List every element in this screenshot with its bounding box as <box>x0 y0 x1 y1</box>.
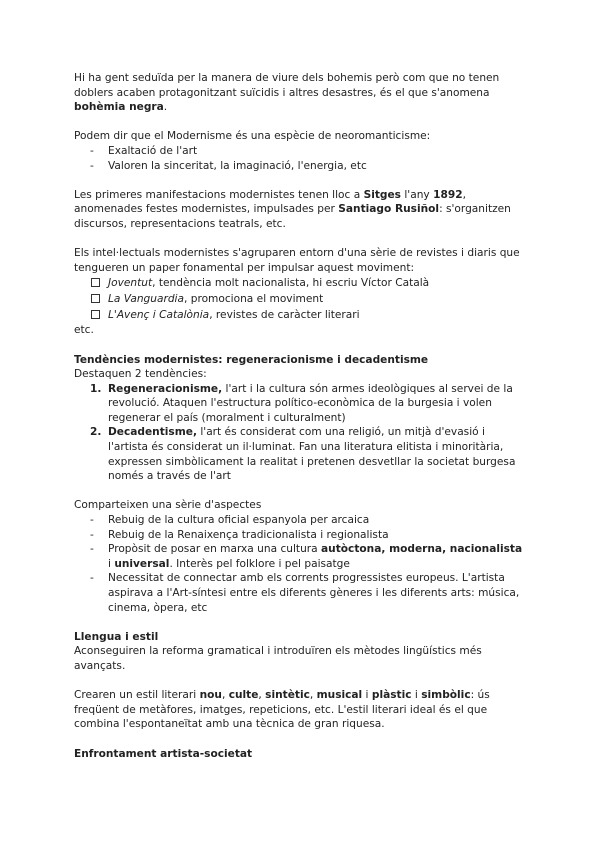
section-heading-llengua: Llengua i estil <box>74 630 159 643</box>
text: , <box>221 689 229 702</box>
text: Les primeres manifestacions modernistes tenen lloc a <box>74 188 364 201</box>
text: Hi ha gent seduïda per la manera de viure dels bohemis però com que no tenen doblers acaben protagonitzant suïcidis i altres desastres, és el que s'anomena <box>74 72 500 99</box>
text: Crearen un estil literari <box>74 689 200 702</box>
bold-term-year: 1892 <box>433 188 463 201</box>
checkbox-icon[interactable] <box>91 310 100 319</box>
revista-description: , revistes de caràcter literari <box>209 309 360 322</box>
list-item-text: Valoren la sinceritat, la imaginació, l'energia, etc <box>108 159 367 172</box>
item-text: l'art i la cultura són armes ideològiques al servei de la revolució. Ataquen l'estructura político-econòmica de la burgesia i volen regenerar el país (moralment i culturalment) <box>108 382 513 424</box>
list-item-text: Rebuig de la cultura oficial espanyola per arcaica <box>108 514 370 527</box>
paragraph-reforma: Aconseguiren la reforma gramatical i introduïren els mètodes lingüístics més avançats. <box>74 645 482 672</box>
dash-bullet: - <box>90 528 94 541</box>
checkbox-icon[interactable] <box>91 294 100 303</box>
bold-term: nou <box>199 689 222 702</box>
dash-bullet: - <box>90 572 94 585</box>
checklist-item <box>74 307 524 323</box>
checkbox-icon[interactable] <box>91 278 100 287</box>
bold-term: Decadentisme, <box>108 426 197 439</box>
text: Propòsit de posar en marxa una cultura <box>108 543 322 556</box>
bold-term: sintètic <box>265 689 310 702</box>
bold-term: simbòlic <box>421 689 471 702</box>
paragraph-neoromanticisme: Podem dir que el Modernisme és una espècie de neoromanticisme: <box>74 130 431 143</box>
dash-bullet: - <box>90 144 94 157</box>
aspectes-intro: Comparteixen una sèrie d'aspectes <box>74 499 262 512</box>
revista-description: , promociona el moviment <box>183 293 324 306</box>
revista-description: , tendència molt nacionalista, hi escriu Víctor Català <box>152 277 430 290</box>
list-item-text: Necessitat de connectar amb els corrents progressistes europeus. L'artista aspirava a l'Art-síntesi entre els diferents gèneres i les diferents arts: música, cinema, òpera, etc <box>108 572 520 614</box>
aspectes-list <box>74 513 524 615</box>
paragraph-bohemia <box>74 71 524 115</box>
list-item-text: Exaltació de l'art <box>108 144 198 157</box>
list-item <box>74 542 524 571</box>
paragraph-sitges <box>74 188 524 232</box>
tendencies-intro: Destaquen 2 tendències: <box>74 368 207 381</box>
bold-term: plàstic <box>371 689 412 702</box>
text: . <box>163 101 168 114</box>
paragraph-revistes: Els intel·lectuals modernistes s'agruparen entorn d'una sèrie de revistes i diaris que tengueren un paper fonamental per impulsar aquest moviment: <box>74 247 520 274</box>
paragraph-estil <box>74 688 524 732</box>
text: i <box>411 689 422 702</box>
text: i <box>362 689 372 702</box>
bold-term: universal <box>114 557 170 570</box>
numbered-item <box>74 382 524 426</box>
text: . Interès pel folklore i pel paisatge <box>169 557 350 570</box>
text: , anomenades festes modernistes, impulsades per <box>74 188 466 216</box>
list-item <box>74 513 524 528</box>
bold-term-sitges: Sitges <box>363 188 401 201</box>
revista-title: La Vanguardia <box>108 293 184 306</box>
bold-term-rusinol: Santiago Rusiñol <box>338 203 440 216</box>
list-item <box>74 159 524 174</box>
list-item <box>74 144 524 159</box>
checklist-item <box>74 275 524 291</box>
list-item <box>74 528 524 543</box>
item-number: 2. <box>90 426 102 439</box>
bold-term: musical <box>316 689 363 702</box>
bold-term-bohemia-negra: bohèmia negra <box>74 101 164 114</box>
section-heading-enfrontament: Enfrontament artista-societat <box>74 747 253 760</box>
text: i <box>108 557 115 570</box>
dash-bullet: - <box>90 543 94 556</box>
list-item <box>74 571 524 615</box>
list-item-text: Rebuig de la Renaixença tradicionalista i regionalista <box>108 528 389 541</box>
text: : s'organitzen discursos, representacions teatrals, etc. <box>74 203 511 230</box>
text: , <box>309 689 317 702</box>
etc-text: etc. <box>74 324 94 337</box>
item-text: l'art és considerat com una religió, un mitjà d'evasió i l'artista és considerat un il·luminat. Fan una literatura elitista i minoritària, expressen simbòlicament la realitat i pretenen desvetllar la societat burgesa només a través de l'art <box>108 426 516 483</box>
text: l'any <box>401 188 434 201</box>
item-number: 1. <box>90 382 102 395</box>
bold-term: Regeneracionisme, <box>108 382 223 395</box>
revista-title: Joventut <box>108 277 153 290</box>
revista-title: L'Avenç i Catalònia <box>108 309 210 322</box>
numbered-item <box>74 425 524 483</box>
section-heading-tendencies: Tendències modernistes: regeneracionisme i decadentisme <box>74 353 429 366</box>
dash-bullet: - <box>90 159 94 172</box>
bold-term: autòctona, moderna, nacionalista <box>321 543 523 556</box>
dash-bullet: - <box>90 514 94 527</box>
text: : ús freqüent de metàfores, imatges, repeticions, etc. L'estil literari ideal és el que combina l'espontaneïtat amb una tècnica de gran riquesa. <box>74 689 490 731</box>
bold-term: culte <box>228 689 259 702</box>
document-content <box>74 71 524 761</box>
checklist-item <box>74 291 524 307</box>
neoromanticisme-list <box>74 144 524 173</box>
revistes-checklist <box>74 275 524 323</box>
text: , <box>258 689 266 702</box>
tendencies-list <box>74 382 524 484</box>
